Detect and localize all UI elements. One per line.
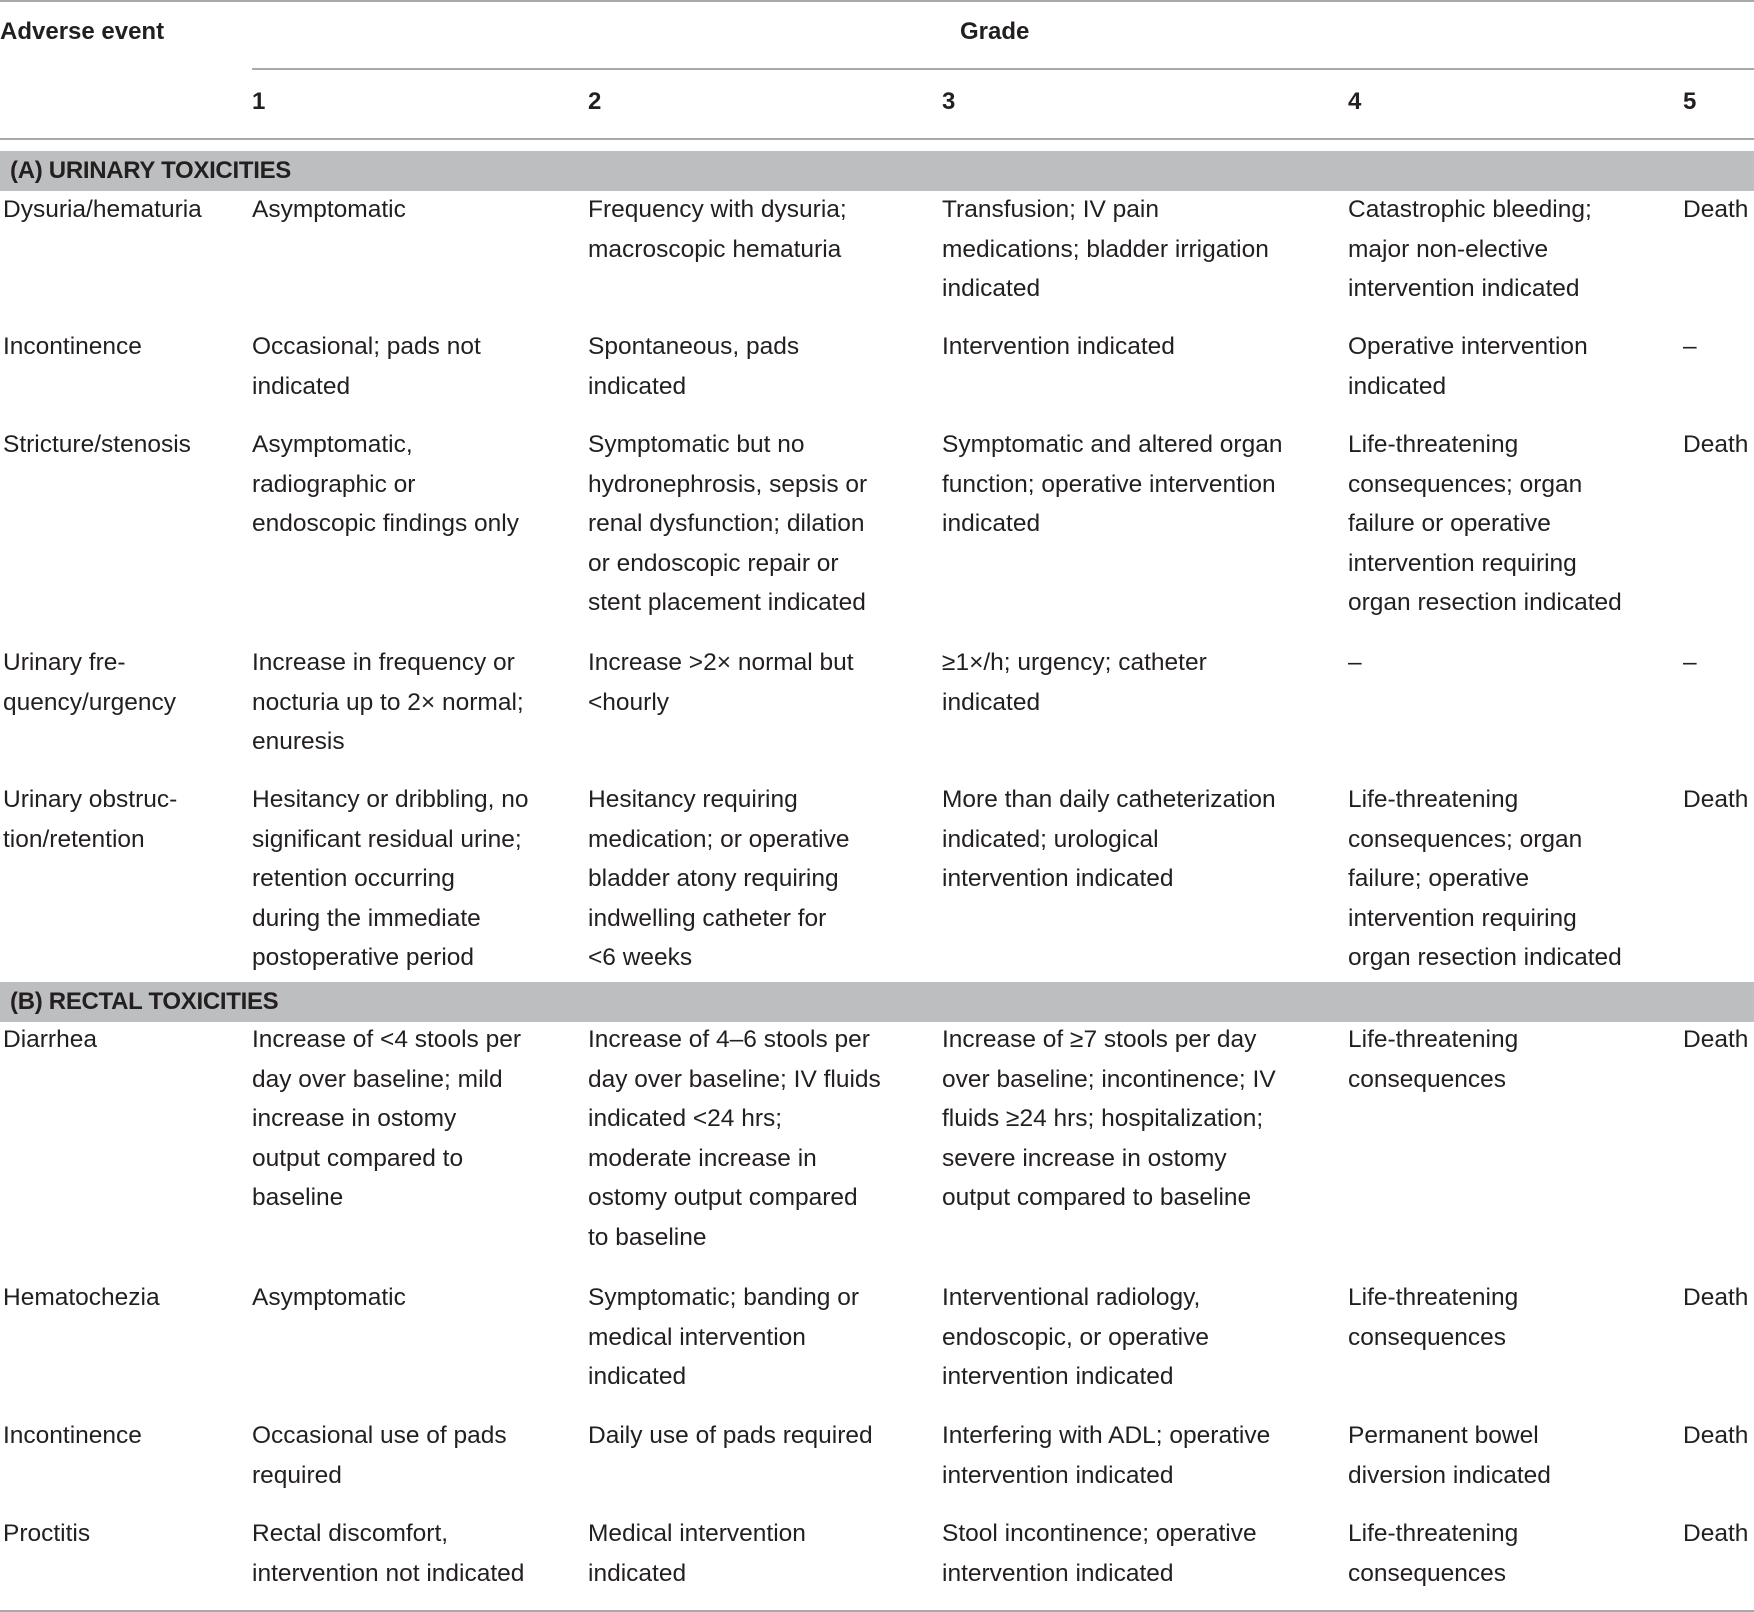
event-cell: Urinary obstruc- tion/retention [3, 786, 178, 853]
grade-5-header: 5 [1683, 88, 1697, 115]
section-title: (A) URINARY TOXICITIES [10, 157, 291, 184]
grade-4-cell: Permanent bowel diversion indicated [1348, 1422, 1551, 1489]
grade-1-header: 1 [252, 88, 266, 115]
grade-5-cell: Death [1683, 1284, 1749, 1311]
event-cell: Stricture/stenosis [3, 431, 191, 458]
grade-4-header: 4 [1348, 88, 1362, 115]
section-header-urinary [0, 151, 1754, 191]
adverse-event-header: Adverse event [0, 18, 165, 45]
grade-4-cell: Life-threatening consequences; organ failure or operative intervention requiring organ resection indicated [1348, 431, 1622, 616]
event-cell: Incontinence [3, 1422, 142, 1449]
grade-4-cell: Life-threatening consequences [1348, 1026, 1519, 1093]
event-cell: Dysuria/hematuria [3, 196, 202, 223]
grade-rule [252, 68, 1754, 70]
header-bottom-rule [0, 138, 1754, 140]
grade-2-cell: Daily use of pads required [588, 1422, 873, 1449]
grade-5-cell: Death [1683, 1026, 1749, 1053]
grade-5-cell: Death [1683, 196, 1749, 223]
grade-2-cell: Symptomatic but no hydronephrosis, sepsis or renal dysfunction; dilation or endoscopic repair or stent placement indicated [588, 431, 868, 616]
section-header-rectal [0, 982, 1754, 1022]
grade-4-cell: Life-threatening consequences [1348, 1520, 1519, 1587]
grade-3-cell: Interfering with ADL; operative intervention indicated [942, 1422, 1271, 1489]
grade-2-cell: Increase >2× normal but <hourly [588, 649, 854, 716]
grade-1-cell: Asymptomatic [252, 1284, 406, 1311]
grade-5-cell: – [1683, 333, 1697, 360]
grade-3-cell: Intervention indicated [942, 333, 1175, 360]
grade-2-cell: Frequency with dysuria; macroscopic hematuria [588, 196, 847, 263]
grade-3-cell: ≥1×/h; urgency; catheter indicated [942, 649, 1207, 716]
grade-5-cell: – [1683, 649, 1697, 676]
grade-1-cell: Increase in frequency or nocturia up to 2× normal; enuresis [252, 649, 524, 755]
event-cell: Proctitis [3, 1520, 91, 1547]
grade-2-cell: Symptomatic; banding or medical intervention indicated [588, 1284, 859, 1390]
grade-header: Grade [960, 18, 1030, 45]
top-rule [0, 0, 1754, 2]
grade-1-cell: Asymptomatic, radiographic or endoscopic findings only [252, 431, 519, 537]
grade-4-cell: Life-threatening consequences [1348, 1284, 1519, 1351]
grade-1-cell: Occasional use of pads required [252, 1422, 507, 1489]
grade-4-cell: Operative intervention indicated [1348, 333, 1588, 400]
grade-4-cell: Life-threatening consequences; organ failure; operative intervention requiring organ resection indicated [1348, 786, 1622, 971]
grade-3-cell: Stool incontinence; operative intervention indicated [942, 1520, 1257, 1587]
grade-3-cell: More than daily catheterization indicated; urological intervention indicated [942, 786, 1276, 892]
grade-5-cell: Death [1683, 786, 1749, 813]
grade-2-cell: Increase of 4–6 stools per day over baseline; IV fluids indicated <24 hrs; moderate increase in ostomy output compared to baseline [588, 1026, 881, 1251]
grade-1-cell: Asymptomatic [252, 196, 406, 223]
grade-4-cell: – [1348, 649, 1362, 676]
grade-5-cell: Death [1683, 431, 1749, 458]
grade-2-cell: Spontaneous, pads indicated [588, 333, 800, 400]
event-cell: Diarrhea [3, 1026, 97, 1053]
grade-3-cell: Interventional radiology, endoscopic, or operative intervention indicated [942, 1284, 1209, 1390]
grade-1-cell: Increase of <4 stools per day over baseline; mild increase in ostomy output compared to baseline [252, 1026, 521, 1211]
grade-2-header: 2 [588, 88, 602, 115]
grade-1-cell: Occasional; pads not indicated [252, 333, 481, 400]
grade-3-header: 3 [942, 88, 956, 115]
grade-3-cell: Transfusion; IV pain medications; bladder irrigation indicated [942, 196, 1269, 302]
grade-5-cell: Death [1683, 1422, 1749, 1449]
grade-1-cell: Rectal discomfort, intervention not indicated [252, 1520, 525, 1587]
grade-1-cell: Hesitancy or dribbling, no significant residual urine; retention occurring during the immediate postoperative period [252, 786, 529, 971]
event-cell: Urinary fre- quency/urgency [3, 649, 176, 716]
section-title: (B) RECTAL TOXICITIES [10, 988, 279, 1015]
grade-3-cell: Symptomatic and altered organ function; operative intervention indicated [942, 431, 1283, 537]
event-cell: Incontinence [3, 333, 142, 360]
grade-3-cell: Increase of ≥7 stools per day over baseline; incontinence; IV fluids ≥24 hrs; hospitalization; severe increase in ostomy output compared to baseline [942, 1026, 1276, 1211]
event-cell: Hematochezia [3, 1284, 160, 1311]
grade-2-cell: Medical intervention indicated [588, 1520, 806, 1587]
grade-4-cell: Catastrophic bleeding; major non-elective intervention indicated [1348, 196, 1592, 302]
grade-2-cell: Hesitancy requiring medication; or operative bladder atony requiring indwelling catheter for <6 weeks [588, 786, 850, 971]
grade-5-cell: Death [1683, 1520, 1749, 1547]
